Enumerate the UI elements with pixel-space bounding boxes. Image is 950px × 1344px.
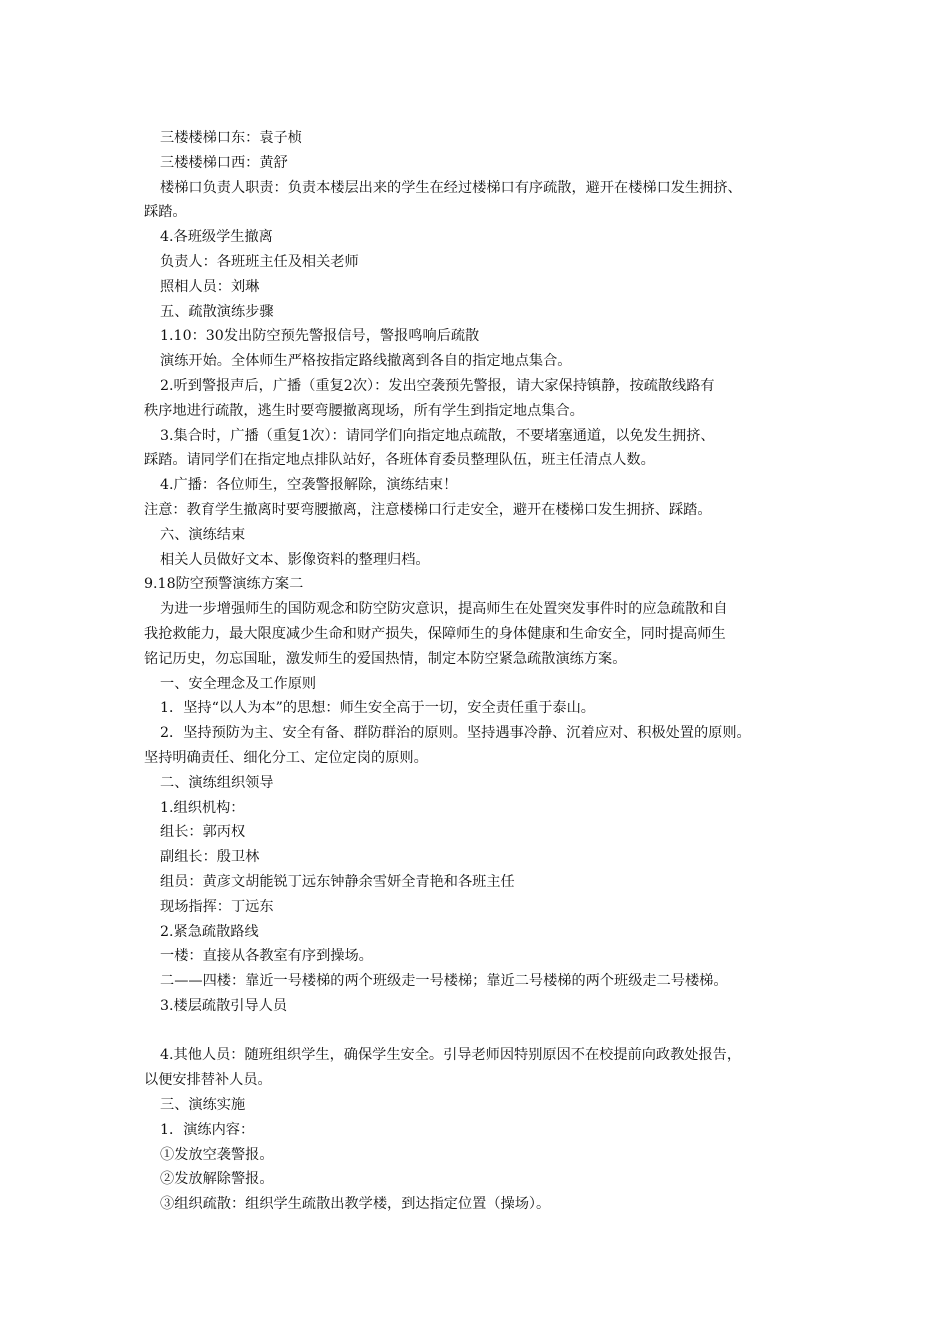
blank-line <box>144 1019 824 1044</box>
text-line: 为进一步增强师生的国防观念和防空防灾意识，提高师生在处置突发事件时的应急疏散和自 <box>160 601 728 618</box>
text-line: 我抢救能力，最大限度减少生命和财产损失，保障师生的身体健康和生命安全，同时提高师生 <box>144 625 726 642</box>
text-line: 现场指挥：丁远东 <box>160 898 274 915</box>
text-line: 秩序地进行疏散，逃生时要弯腰撤离现场，所有学生到指定地点集合。 <box>144 402 584 419</box>
text-line: 4.广播：各位师生，空袭警报解除，演练结束！ <box>160 477 458 494</box>
text-line: 踩踏。请同学们在指定地点排队站好，各班体育委员整理队伍，班主任清点人数。 <box>144 452 655 469</box>
text-line: 副组长：殷卫林 <box>160 849 260 866</box>
text-line: 负责人：各班班主任及相关老师 <box>160 253 359 270</box>
section-heading: 六、演练结束 <box>160 526 246 543</box>
text-line: 二——四楼：靠近一号楼梯的两个班级走一号楼梯；靠近二号楼梯的两个班级走二号楼梯。 <box>160 973 728 990</box>
text-line: 注意：教育学生撤离时要弯腰撤离，注意楼梯口行走安全，避开在楼梯口发生拥挤、踩踏。 <box>144 501 712 518</box>
document-body <box>144 126 824 1217</box>
list-item: ③组织疏散：组织学生疏散出教学楼，到达指定位置（操场）。 <box>160 1196 551 1213</box>
text-line: 演练开始。全体师生严格按指定路线撤离到各自的指定地点集合。 <box>160 353 572 370</box>
text-line: 3.集合时，广播（重复1次）：请同学们向指定地点疏散，不要堵塞通道，以免发生拥挤、 <box>160 427 715 444</box>
section-heading: 三、演练实施 <box>160 1097 246 1114</box>
section-heading: 二、演练组织领导 <box>160 774 274 791</box>
text-line: 2.听到警报声后，广播（重复2次）：发出空袭预先警报，请大家保持镇静，按疏散线路有 <box>160 377 715 394</box>
text-line: 坚持明确责任、细化分工、定位定岗的原则。 <box>144 749 428 766</box>
text-line: 组长：郭丙权 <box>160 824 246 841</box>
list-item: ①发放空袭警报。 <box>160 1146 274 1163</box>
list-item: ②发放解除警报。 <box>160 1171 274 1188</box>
text-line: 4.各班级学生撤离 <box>160 229 273 246</box>
text-line: 2．坚持预防为主、安全有备、群防群治的原则。坚持遇事冷静、沉着应对、积极处置的原则。 <box>160 725 751 742</box>
text-line: 1.组织机构： <box>160 799 245 816</box>
text-line: 相关人员做好文本、影像资料的整理归档。 <box>160 551 430 568</box>
text-line: 铭记历史，勿忘国耻，激发师生的爱国热情，制定本防空紧急疏散演练方案。 <box>144 650 627 667</box>
section-heading: 一、安全理念及工作原则 <box>160 675 317 692</box>
section-heading: 五、疏散演练步骤 <box>160 303 274 320</box>
document-title: 9.18防空预警演练方案二 <box>144 576 304 593</box>
text-line: 三楼楼梯口东：袁子桢 <box>160 130 302 146</box>
text-line: 以便安排替补人员。 <box>144 1072 272 1089</box>
text-line: 1．演练内容： <box>160 1121 255 1138</box>
text-line: 照相人员：刘琳 <box>160 278 260 295</box>
text-line: 1.10：30发出防空预先警报信号，警报鸣响后疏散 <box>160 328 480 345</box>
text-line: 三楼楼梯口西：黄舒 <box>160 154 288 171</box>
text-line: 踩踏。 <box>144 204 187 221</box>
text-line: 一楼：直接从各教室有序到操场。 <box>160 948 373 965</box>
text-line: 4.其他人员：随班组织学生，确保学生安全。引导老师因特别原因不在校提前向政教处报告， <box>160 1047 742 1064</box>
text-line: 楼梯口负责人职责：负责本楼层出来的学生在经过楼梯口有序疏散，避开在楼梯口发生拥挤、 <box>160 179 742 196</box>
text-line: 1．坚持“以人为本”的思想：师生安全高于一切，安全责任重于泰山。 <box>160 700 595 717</box>
text-line: 2.紧急疏散路线 <box>160 923 259 940</box>
text-line: 组员：黄彦文胡能锐丁远东钟静余雪妍全青艳和各班主任 <box>160 873 515 890</box>
text-line: 3.楼层疏散引导人员 <box>160 997 288 1014</box>
